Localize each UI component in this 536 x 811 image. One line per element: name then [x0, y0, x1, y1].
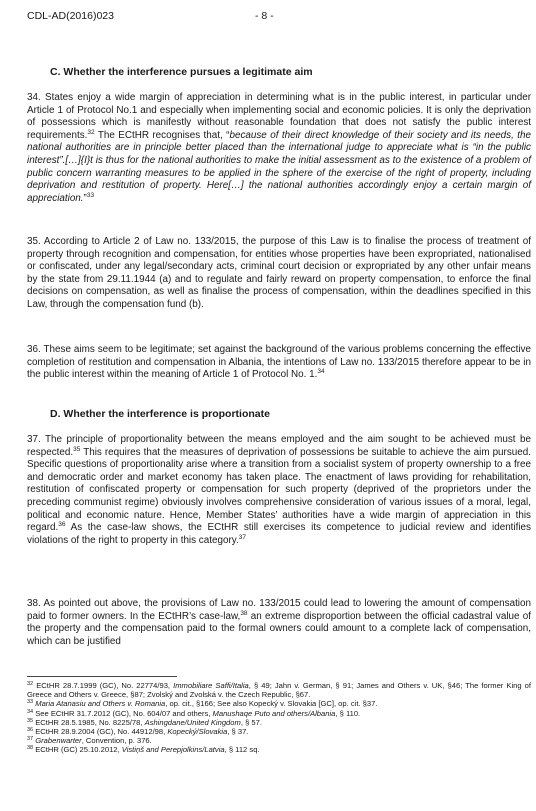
footnote-37 — [27, 736, 531, 745]
footnote-text: ECtHR 28.7.1999 (GC), No. 22774/93, — [33, 681, 174, 690]
paragraph-34 — [27, 92, 531, 205]
footnote-36 — [27, 727, 531, 736]
footnote-ref-33: 33 — [86, 191, 95, 199]
footnote-text: , Convention, p. 376. — [81, 736, 152, 746]
footnote-ref-36: 36 — [58, 521, 66, 529]
footnote-ref-38: 38 — [240, 609, 248, 617]
footnote-case-name: Vistiņš and Perepjolkins/Latvia — [121, 745, 225, 755]
paragraph-37-text-a: 37. The principle of proportionality between the means employed and the aim sought to be achieved must be respected. — [27, 434, 531, 458]
paragraph-34-quote: because of their direct knowledge of their society and its needs, the national authorities are in principle better placed than the international judge to appreciate what is “in the public interest”.[…]{I}t is thus for the national authorities to make the initial assessment as to the existence of a problem of public concern warranting measures to be applied in the sphere of the exercise of the right of property, including deprivation and restitution of property. Here[…] the national authorities accordingly enjoy a certain margin of appreciation. — [27, 129, 531, 204]
footnote-text: See ECtHR 31.7.2012 (GC), No. 604/07 and others, — [33, 708, 213, 718]
page-number: - 8 - — [255, 10, 274, 22]
footnote-35 — [27, 718, 531, 727]
paragraph-34-text-b: The ECtHR recognises that, “ — [94, 129, 230, 141]
footnote-separator — [27, 676, 177, 677]
document-reference: CDL-AD(2016)023 — [27, 10, 114, 22]
footnote-number: 32 — [27, 681, 34, 687]
paragraph-38 — [27, 598, 531, 648]
paragraph-37-text-b: This requires that the measures of deprivation of possessions be suitable to achieve the aim pursued. Specific questions of proportionality arise where a transition from a socialist system of property ownership to a free and democratic order and market economy has taken place. The enactment of laws providing for rehabilitation, restitution of confiscated property or compensation for such property (deprived of the proprietors under the preceding communist regime) obviously involves comprehensive consideration of various issues of a moral, legal, political and economic nature. Hence, Member States’ authorities have a wide margin of appreciation in this regard. — [27, 446, 531, 534]
footnote-case-name: Ashingdane/United Kingdom — [144, 717, 241, 727]
paragraph-34-text-a: States enjoy a wide margin of appreciation in determining what is in the public interest, in particular under Article 1 of Protocol No.1 and especially when implementing social and economic policies. It is only the deprivation of possessions which is manifestly without reasonable foundation that does not satisfy the public interest requirements. — [27, 92, 531, 141]
paragraph-35 — [27, 236, 531, 312]
footnote-ref-34: 34 — [317, 368, 325, 376]
paragraph-35-text: 35. According to Article 2 of Law no. 133/2015, the purpose of this Law is to finalise the process of treatment of property through recognition and compensation, for entities whose properties have been expropriated, nationalised or confiscated, under any legal/secondary acts, criminal court decision or expropriated by any other unfair means by the state from 29.11.1944 (a) and to regulate and fairly reward on property compensation, to enforce the final decisions on compensation, as well as finalise the process of compensation, within the deadlines specified in this Law, through the compensation fund (b). — [27, 236, 531, 310]
footnote-case-name: Maria Atanasiu and Others v. Romania — [35, 699, 166, 709]
footnote-number: 33 — [27, 699, 34, 706]
footnote-33 — [27, 699, 531, 708]
footnote-number: 34 — [27, 708, 34, 715]
paragraph-34-number: 34. — [27, 92, 41, 103]
footnote-text: , § 57. — [240, 717, 262, 727]
footnote-text: , op. cit., §166; See also Kopecký v. Slovakia [GC], op. cit. §37. — [165, 699, 378, 709]
paragraph-37-text-c: As the case-law shows, the ECtHR still exercises its competence to judicial review and identifies violations of the right to property in this category. — [27, 522, 531, 546]
footnote-number: 38 — [27, 745, 34, 752]
footnote-text: , § 49; Jahn v. German, § 91; James and Others v. UK, §46; The former King of Greece and Others v. Greece, §87; Zvolský and Zvolská v. the Czech Republic, §67. — [27, 681, 531, 700]
footnote-case-name: Immobiliare Saffi/Italia — [173, 681, 249, 690]
paragraph-38-text-b: an extreme disproportion between the official cadastral value of the property and the compensation paid to the formal owners could amount to a complete lack of compensation, which can be justified — [27, 610, 531, 647]
footnotes — [27, 681, 531, 755]
footnote-ref-37: 37 — [238, 533, 246, 541]
section-heading-c: C. Whether the interference pursues a legitimate aim — [50, 66, 313, 78]
footnote-number: 35 — [27, 717, 34, 724]
paragraph-34-text-c: ” — [83, 192, 87, 204]
footnote-ref-32: 32 — [87, 128, 95, 136]
paragraph-36-text: 36. These aims seem to be legitimate; set against the background of the various problems concerning the effective completion of restitution and compensation in Albania, the intentions of Law no. 133/2015 therefore appear to be in the public interest within the meaning of Article 1 of Protocol No. 1. — [27, 344, 531, 381]
footnote-number: 37 — [27, 736, 34, 743]
section-heading-d: D. Whether the interference is proportionate — [50, 408, 270, 420]
footnote-32 — [27, 681, 531, 699]
footnote-case-name: Grabenwarter — [35, 736, 82, 746]
footnote-ref-35: 35 — [73, 445, 81, 453]
footnote-text: ECtHR 28.5.1985, No. 8225/78, — [33, 717, 145, 727]
footnote-text: ECtHR 28.9.2004 (GC), No. 44912/98, — [33, 727, 168, 737]
footnote-text: , § 37. — [227, 727, 249, 737]
footnote-38 — [27, 745, 531, 754]
footnote-case-name: Kopecký/Slovakia — [167, 727, 228, 737]
paragraph-36 — [27, 344, 531, 382]
paragraph-38-text-a: 38. As pointed out above, the provisions of Law no. 133/2015 could lead to lowering the amount of compensation paid to former owners. In the ECtHR’s case-law, — [27, 598, 531, 622]
footnote-case-name: Manushaqe Puto and others/Albania — [212, 708, 336, 718]
footnote-text: ECtHR (GC) 25.10.2012, — [33, 745, 122, 755]
footnote-text: , § 110. — [335, 708, 361, 718]
paragraph-37 — [27, 434, 531, 547]
footnote-34 — [27, 709, 531, 718]
footnote-number: 36 — [27, 727, 34, 734]
footnote-text: , § 112 sq. — [224, 745, 260, 755]
